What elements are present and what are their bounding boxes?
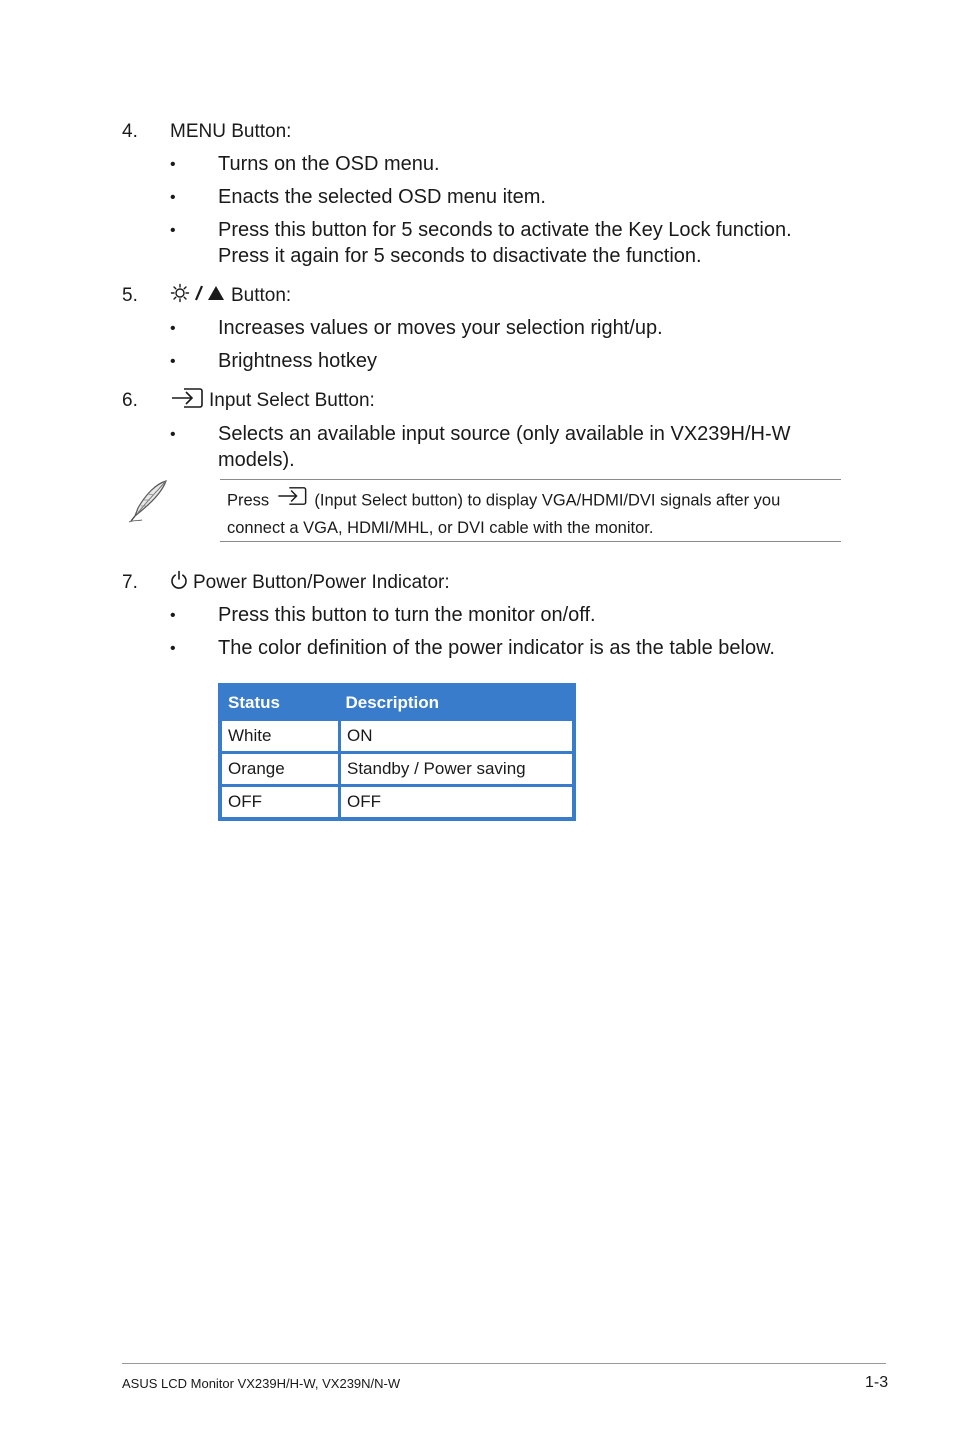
item-title-text: Input Select Button:: [209, 390, 375, 411]
bullet-dot: •: [170, 607, 176, 624]
item-number: 5.: [122, 285, 138, 306]
power-indicator-table: [218, 683, 576, 821]
table-header-description: Description: [340, 685, 575, 720]
item-title: [170, 121, 291, 143]
bullet-text: The color definition of the power indicator is as the table below.: [218, 637, 775, 659]
table-cell-description: OFF: [340, 786, 575, 820]
input-select-icon: [276, 486, 308, 513]
bullet-text: Press this button for 5 seconds to activate the Key Lock function. Press it again for 5 seconds to disactivate the function.: [218, 219, 792, 267]
table-cell-status: OFF: [220, 786, 340, 820]
item-title: [170, 283, 291, 309]
bullet-dot: •: [170, 156, 176, 173]
bullet-dot: •: [170, 320, 176, 337]
table-cell-description: Standby / Power saving: [340, 753, 575, 786]
table-cell-description: ON: [340, 720, 575, 753]
table-header-row: [220, 685, 574, 720]
footer-title: ASUS LCD Monitor VX239H/H-W, VX239N/N-W: [122, 1376, 401, 1391]
brightness-icon: [170, 283, 190, 309]
table-cell-status: White: [220, 720, 340, 753]
slash-icon: [194, 284, 204, 308]
item-number: 7.: [122, 572, 138, 593]
page-number: 1-3: [865, 1374, 889, 1391]
bullet-dot: •: [170, 222, 176, 239]
table-cell-status: Orange: [220, 753, 340, 786]
item-title-text: Button:: [231, 285, 292, 306]
item-title-text: Power Button/Power Indicator:: [193, 572, 450, 593]
bullet-text: Selects an available input source (only available in VX239H/H-W models).: [218, 423, 791, 471]
bullet-dot: •: [170, 189, 176, 206]
pen-note-icon: [126, 478, 170, 529]
table-row: [220, 786, 574, 820]
note-body: (Input Select button) to display VGA/HDMI/DVI signals after you connect a VGA, HDMI/MHL, or DVI cable with the monitor.: [227, 491, 781, 537]
item-number: 4.: [122, 121, 138, 142]
item-title-text: MENU Button:: [170, 121, 292, 142]
item-title: [170, 388, 375, 414]
table-row: [220, 753, 574, 786]
bullet-text: Enacts the selected OSD menu item.: [218, 186, 546, 208]
note-text: [227, 486, 837, 540]
bullet-dot: •: [170, 640, 176, 657]
item-number: 6.: [122, 390, 138, 411]
footer-rule: [122, 1363, 886, 1364]
input-select-icon: [170, 387, 204, 415]
power-icon: [170, 570, 188, 596]
up-triangle-icon: [207, 285, 225, 307]
table-row: [220, 720, 574, 753]
note-bottom-rule: [220, 541, 841, 542]
bullet-text: Press this button to turn the monitor on/off.: [218, 604, 596, 626]
bullet-dot: •: [170, 426, 176, 443]
bullet-text: Brightness hotkey: [218, 350, 377, 372]
bullet-text: Turns on the OSD menu.: [218, 153, 440, 175]
item-title: [170, 570, 450, 596]
table-header-status: Status: [220, 685, 340, 720]
bullet-text: Increases values or moves your selection right/up.: [218, 317, 663, 339]
note-top-rule: [220, 479, 841, 480]
bullet-dot: •: [170, 353, 176, 370]
note-prefix: Press: [227, 491, 270, 510]
